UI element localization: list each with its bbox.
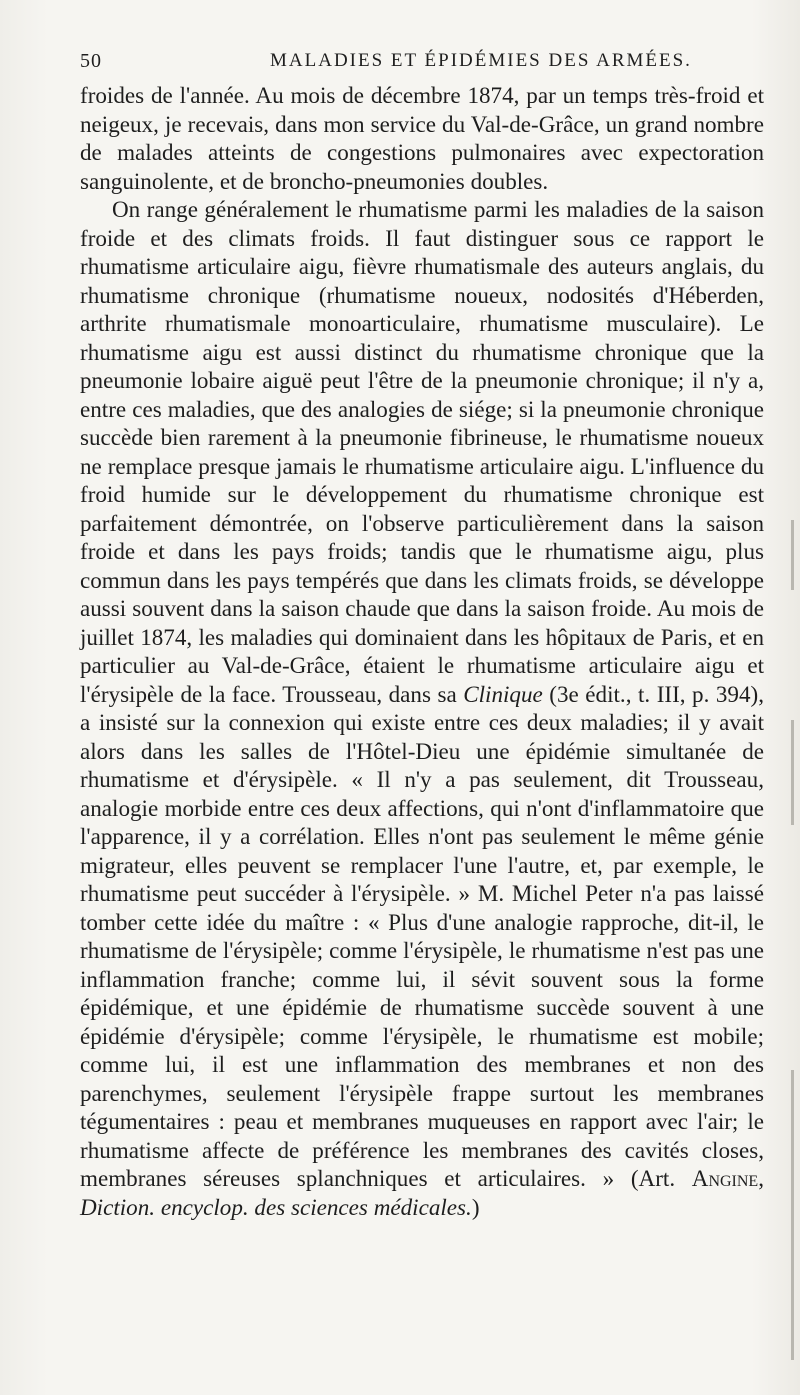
paragraph-1: froides de l'année. Au mois de décembre 1874, par un temps très-froid et neigeux, je recevais, dans mon service du Val-de-Grâce, un grand nombre de malades atteints de congestions pulmonaires avec expectoration sanguinolente, et de broncho-pneumonies doubles. xyxy=(80,82,764,194)
page-number: 50 xyxy=(80,50,102,72)
reference-closing: ) xyxy=(471,1193,480,1220)
angine-reference: Angine xyxy=(691,1165,759,1191)
paragraph-2 xyxy=(80,195,764,1221)
page-edge-shadow-1 xyxy=(791,520,794,590)
reference-comma: , xyxy=(758,1165,764,1191)
running-title: MALADIES ET ÉPIDÉMIES DES ARMÉES. xyxy=(270,50,692,71)
dictionary-reference: Diction. encyclop. des sciences médicales. xyxy=(80,1193,472,1220)
running-head xyxy=(80,50,740,84)
page-edge-shadow-3 xyxy=(791,1070,794,1360)
clinique-title: Clinique xyxy=(463,680,543,707)
paragraph-2-main: (3e édit., t. III, p. 394), a insisté sur la connexion qui existe entre ces deux maladies; il y avait alors dans les salles de l'Hôtel-Dieu une épidémie simultanée de rhumatisme et d'érysipèle. « Il n'y a pas seulement, dit Trousseau, analogie morbide entre ces deux affections, qui n'ont d'inflammatoire que l'apparence, il y a corrélation. Elles n'ont pas seulement le même génie migrateur, elles peuvent se remplacer l'une l'autre, et, par exemple, le rhumatisme peut succéder à l'érysipèle. » M. Michel Peter n'a pas laissé tomber cette idée du maître : « Plus d'une analogie rapproche, dit-il, le rhumatisme de l'érysipèle; comme l'érysipèle, le rhumatisme n'est pas une inflammation franche; comme lui, il sévit souvent sous la forme épidémique, et une épidémie de rhumatisme succède souvent à une épidémie d'érysipèle; comme l'érysipèle, le rhumatisme est mobile; comme lui, il est une inflammation des membranes et non des parenchymes, seulement l'érysipèle frappe surtout les membranes tégumentaires : peau et membranes muqueuses en rapport avec l'air; le rhumatisme affecte de préférence les membranes des cavités closes, membranes séreuses splanchniques et articulaires. » (Art. xyxy=(80,680,764,1191)
paragraph-2-opening: On range généralement le rhumatisme parmi les maladies de la saison froide et des climats froids. Il faut distinguer sous ce rapport le rhumatisme articulaire aigu, fièvre rhumatismale des auteurs anglais, du rhumatisme chronique (rhumatisme noueux, nodosités d'Héberden, arthrite rhumatismale monoarticulaire, rhumatisme musculaire). Le rhumatisme aigu est aussi distinct du rhumatisme chronique que la pneumonie lobaire aiguë peut l'être de la pneumonie chronique; il n'y a, entre ces maladies, que des analogies de siége; si la pneumonie chronique succède bien rarement à la pneumonie fibrineuse, le rhumatisme noueux ne remplace presque jamais le rhumatisme articulaire aigu. L'influence du froid humide sur le développement du rhumatisme chronique est parfaitement démontrée, on l'observe particulièrement dans la saison froide et dans les pays froids; tandis que le rhumatisme aigu, plus commun dans les pays tempérés que dans les climats froids, se développe aussi souvent dans la saison chaude que dans la saison froide. Au mois de juillet 1874, les maladies qui dominaient dans les hôpitaux de Paris, et en particulier au Val-de-Grâce, étaient le rhumatisme articulaire aigu et l'érysipèle de la face. Trousseau, dans sa xyxy=(80,196,764,707)
page-edge-shadow-2 xyxy=(791,720,794,825)
body-text xyxy=(80,81,764,1221)
